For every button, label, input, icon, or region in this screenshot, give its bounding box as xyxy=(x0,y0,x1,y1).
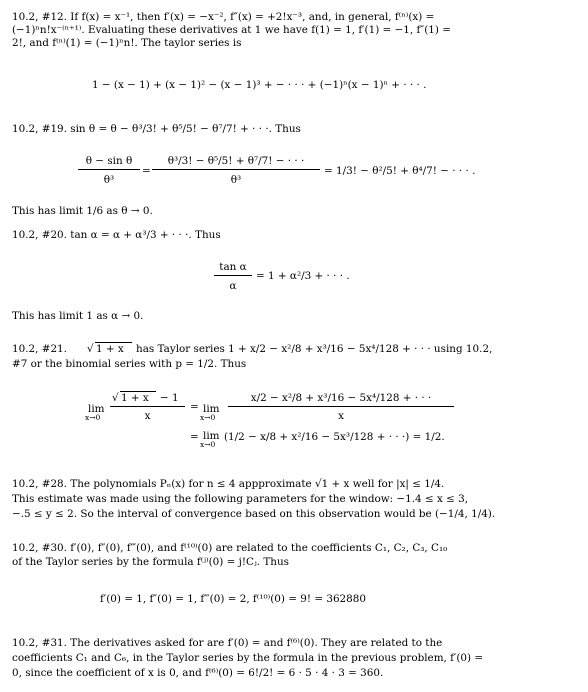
p21-lim-1-sub: x→0 xyxy=(85,413,101,422)
p30-line-1: 10.2, #30. f′(0), f″(0), f‴(0), and f⁽¹⁰⁾(0) are related to the coefficients C₁, C₂, C₃, C₁₀ xyxy=(12,542,448,554)
p20-conclusion: This has limit 1 as α → 0. xyxy=(12,310,144,322)
p19-frac2-denominator: θ³ xyxy=(230,174,242,186)
p19-frac1-denominator: θ³ xyxy=(103,174,115,186)
p30-derivatives-equation: f′(0) = 1, f″(0) = 1, f‴(0) = 2, f⁽¹⁰⁾(0) = 9! = 362880 xyxy=(100,593,366,605)
p20-bar xyxy=(214,275,252,276)
p21-frac1-radicand: 1 + x xyxy=(121,392,149,404)
sqrt-icon: √ xyxy=(112,392,119,404)
p21-frac2-bar xyxy=(228,406,454,407)
p31-line-2: coefficients C₁ and C₆, in the Taylor series by the formula in the previous problem, f′(0) = xyxy=(12,652,484,664)
p31-line-3: 0, since the coefficient of x is 0, and f⁽⁶⁾(0) = 6!/2! = 6 · 5 · 4 · 3 = 360. xyxy=(12,667,384,679)
p21-frac2-denominator: x xyxy=(338,410,344,422)
p20-denominator: α xyxy=(229,280,237,292)
p21-radicand: 1 + x xyxy=(96,343,124,355)
p12-line-3: 2!, and f⁽ⁿ⁾(1) = (−1)ⁿn!. The taylor series is xyxy=(12,37,242,49)
p21-line-2: #7 or the binomial series with p = 1/2. Thus xyxy=(12,358,247,370)
sqrt-icon: √ xyxy=(87,343,94,355)
p28-line-3: −.5 ≤ y ≤ 2. So the interval of convergence based on this observation would be (−1/4, 1/4). xyxy=(12,508,496,520)
p12-line-2: (−1)ⁿn!x⁻⁽ⁿ⁺¹⁾. Evaluating these derivatives at 1 we have f(1) = 1, f′(1) = −1, f″(1) = xyxy=(12,24,451,36)
p21-lim-2-sub: x→0 xyxy=(200,413,216,422)
p21-frac1-minus-one: − 1 xyxy=(160,392,179,404)
p28-line-2: This estimate was made using the following parameters for the window: −1.4 ≤ x ≤ 3, xyxy=(12,493,469,505)
p21-lim-1: lim xyxy=(88,403,105,415)
p20-tail: = 1 + α²/3 + · · · . xyxy=(256,270,350,282)
p31-line-1: 10.2, #31. The derivatives asked for are f′(0) = and f⁽⁶⁾(0). They are related to the xyxy=(12,637,443,649)
p21-frac1-bar xyxy=(110,406,185,407)
p21-frac2-numerator: x/2 − x²/8 + x³/16 − 5x⁴/128 + · · · xyxy=(250,392,432,404)
p21-lim-3-sub: x→0 xyxy=(200,440,216,449)
p21-limit-result: (1/2 − x/8 + x²/16 − 5x³/128 + · · ·) = 1/2. xyxy=(224,431,445,443)
p28-line-1: 10.2, #28. The polynomials Pₙ(x) for n ≤ 4 appproximate √1 + x well for |x| ≤ 1/4. xyxy=(12,478,445,490)
p30-line-2: of the Taylor series by the formula f⁽ʲ⁾(0) = j!Cⱼ. Thus xyxy=(12,556,289,568)
p21-equals-2: = xyxy=(190,431,199,443)
p19-frac1-bar xyxy=(78,169,140,170)
p21-label: 10.2, #21. xyxy=(12,343,67,355)
p19-tail: = 1/3! − θ²/5! + θ⁴/7! − · · · . xyxy=(324,165,476,177)
p19-equals: = xyxy=(142,165,151,177)
p21-equals-1: = xyxy=(190,401,199,413)
p21-lim-3: lim xyxy=(203,430,220,442)
p12-series-equation: 1 − (x − 1) + (x − 1)² − (x − 1)³ + − · · · + (−1)ⁿ(x − 1)ⁿ + · · · . xyxy=(92,79,427,91)
p21-line-1-rest: has Taylor series 1 + x/2 − x²/8 + x³/16 − 5x⁴/128 + · · · using 10.2, xyxy=(136,343,493,355)
p12-line-1: 10.2, #12. If f(x) = x⁻¹, then f′(x) = −x⁻², f″(x) = +2!x⁻³, and, in general, f⁽ⁿ⁾(x) = xyxy=(12,11,435,23)
p20-line-1: 10.2, #20. tan α = α + α³/3 + · · ·. Thus xyxy=(12,229,221,241)
p19-frac2-bar xyxy=(152,169,320,170)
p19-conclusion: This has limit 1/6 as θ → 0. xyxy=(12,205,153,217)
p19-frac1-numerator: θ − sin θ xyxy=(85,155,133,167)
p21-lim-2: lim xyxy=(203,403,220,415)
p19-frac2-numerator: θ³/3! − θ⁵/5! + θ⁷/7! − · · · xyxy=(167,155,305,167)
p21-frac1-denominator: x xyxy=(144,410,151,422)
p20-numerator: tan α xyxy=(219,261,247,273)
p19-line-1: 10.2, #19. sin θ = θ − θ³/3! + θ⁵/5! − θ⁷/7! + · · ·. Thus xyxy=(12,123,301,135)
